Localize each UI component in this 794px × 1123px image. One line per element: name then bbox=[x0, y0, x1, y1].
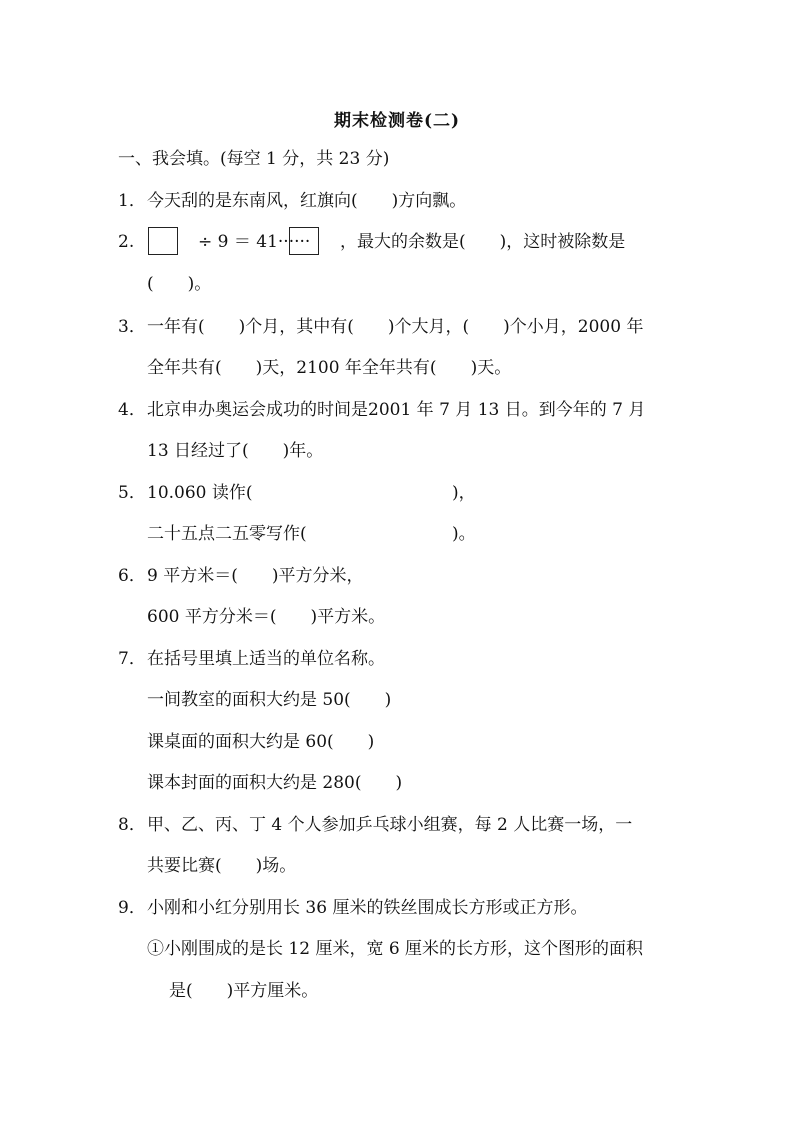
question-text: 甲、乙、丙、丁 4 个人参加乒乓球小组赛，每 2 人比赛一场，一 bbox=[147, 815, 633, 835]
question-text: 小刚和小红分别用长 36 厘米的铁丝围成长方形或正方形。 bbox=[147, 898, 588, 918]
question-text: 9 平方米＝( )平方分米， bbox=[147, 566, 364, 586]
question-text: 一年有( )个月，其中有( )个大月，( )个小月，2000 年 bbox=[147, 317, 644, 337]
question-number: 1． bbox=[118, 191, 146, 211]
question-text: 二十五点二五零写作( bbox=[147, 524, 307, 544]
answer-close: )。 bbox=[452, 524, 476, 544]
question-text: 课本封面的面积大约是 280( ) bbox=[147, 773, 403, 793]
question-number: 4． bbox=[118, 400, 146, 420]
question-text: 今天刮的是东南风，红旗向( )方向飘。 bbox=[147, 191, 467, 211]
answer-close: )， bbox=[452, 483, 476, 503]
remainder-answer-box[interactable] bbox=[289, 227, 319, 255]
question-text: 600 平方分米＝( )平方米。 bbox=[147, 607, 386, 627]
section-heading: 一、我会填。(每空 1 分，共 23 分) bbox=[118, 149, 390, 169]
question-number: 9． bbox=[118, 898, 146, 918]
division-expression: ÷ 9 ＝ 41······ bbox=[198, 232, 311, 252]
question-text: 全年共有( )天，2100 年全年共有( )天。 bbox=[147, 358, 512, 378]
question-text: 10.060 读作( bbox=[147, 483, 253, 503]
dividend-answer-box[interactable] bbox=[148, 227, 178, 255]
question-text: 共要比赛( )场。 bbox=[147, 856, 297, 876]
question-number: 6． bbox=[118, 566, 146, 586]
question-text: ，最大的余数是( )，这时被除数是 bbox=[340, 232, 626, 252]
page-title: 期末检测卷(二) bbox=[333, 111, 461, 131]
answer-blank: ( )。 bbox=[147, 274, 212, 294]
question-text: ①小刚围成的是长 12 厘米，宽 6 厘米的长方形，这个图形的面积 bbox=[147, 939, 644, 959]
question-2 bbox=[0, 230, 794, 260]
question-number: 3． bbox=[118, 317, 146, 337]
question-number: 8． bbox=[118, 815, 146, 835]
question-text: 北京申办奥运会成功的时间是2001 年 7 月 13 日。到今年的 7 月 bbox=[147, 400, 646, 420]
question-text: 一间教室的面积大约是 50( ) bbox=[147, 690, 392, 710]
question-text: 13 日经过了( )年。 bbox=[147, 441, 324, 461]
question-text: 课桌面的面积大约是 60( ) bbox=[147, 732, 375, 752]
question-text: 在括号里填上适当的单位名称。 bbox=[147, 649, 385, 669]
question-text: 是( )平方厘米。 bbox=[169, 981, 319, 1001]
question-number: 2. bbox=[118, 232, 135, 252]
question-number: 7． bbox=[118, 649, 146, 669]
question-number: 5． bbox=[118, 483, 146, 503]
